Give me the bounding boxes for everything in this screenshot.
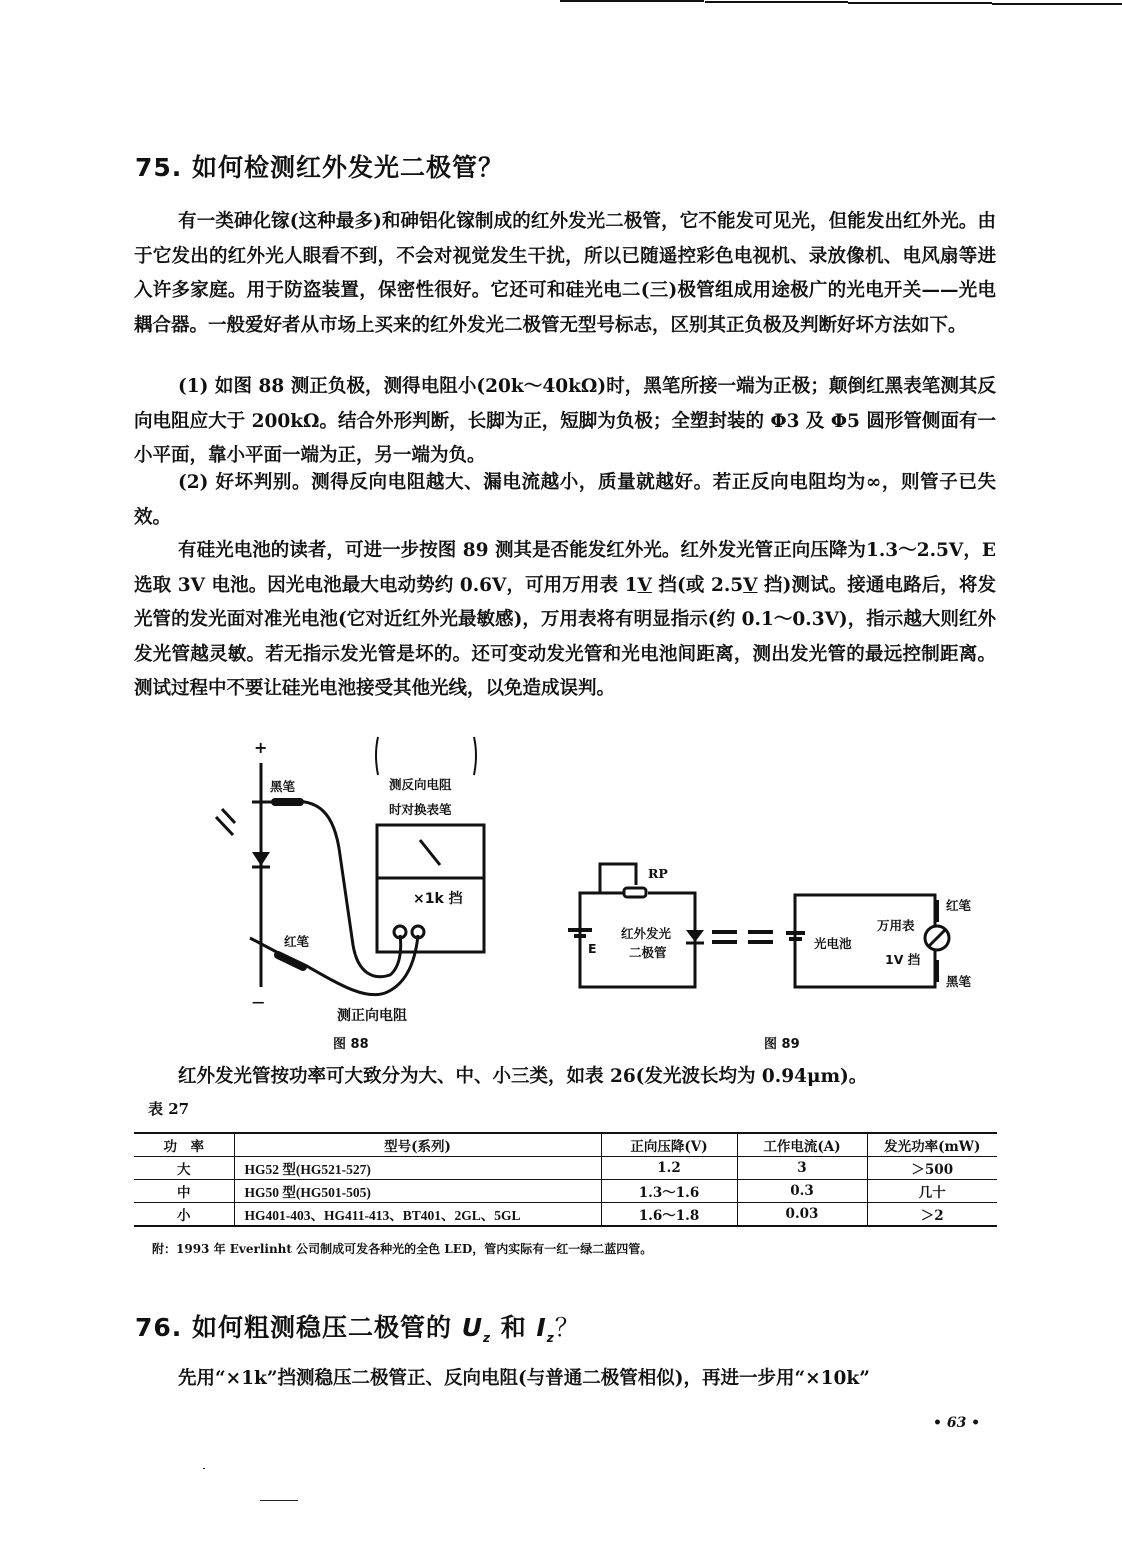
cell-emission-power: 几十 bbox=[867, 1180, 997, 1203]
fig89-meter-range-label: 1V 挡 bbox=[885, 952, 921, 967]
fig88-forward-label: 测正向电阻 bbox=[337, 1008, 407, 1024]
table-27-title: 表 27 bbox=[148, 1100, 190, 1118]
scan-speck bbox=[260, 1500, 298, 1501]
scan-speck bbox=[203, 1468, 205, 1469]
section-76-question-mark: ？ bbox=[554, 1313, 581, 1342]
cell-model: HG52 型(HG521-527) bbox=[234, 1157, 601, 1180]
header-model: 型号(系列) bbox=[234, 1133, 601, 1157]
table-header-row bbox=[134, 1133, 997, 1157]
header-working-current: 工作电流(A) bbox=[737, 1133, 867, 1157]
paragraph-4-text-a: 有硅光电池的读者，可进一步按图 89 测其是否能发红外光。红外发光管正向压降为1.3～2.5V，E 选取 3V 电池。因光电池最大电动势约 0.6V，可用万用表 1 bbox=[134, 540, 996, 596]
fig88-red-probe-label: 红笔 bbox=[284, 934, 310, 949]
red-probe-grip bbox=[278, 955, 303, 967]
fig89-rp-label: RP bbox=[648, 866, 668, 881]
symbol-u: U bbox=[461, 1313, 484, 1342]
cell-working-current: 3 bbox=[737, 1157, 867, 1180]
section-76-first-line bbox=[134, 1362, 996, 1397]
fig89-led-label-2: 二极管 bbox=[629, 945, 667, 960]
diode-symbol-icon bbox=[252, 852, 270, 866]
table-intro-text: 红外发光管按功率可大致分为大、中、小三类，如表 26(发光波长均为 0.94μm)。 bbox=[178, 1066, 868, 1087]
paragraph-3 bbox=[134, 466, 996, 535]
symbol-i: I bbox=[536, 1313, 547, 1342]
black-probe-wire bbox=[280, 801, 401, 976]
rp-resistor bbox=[624, 888, 646, 897]
table-27-note: 附：1993 年 Everlinht 公司制成可发各种光的全色 LED，管内实际有一红一绿二蓝四管。 bbox=[152, 1242, 653, 1256]
paragraph-3-text: (2) 好坏判别。测得反向电阻越大、漏电流越小，质量就越好。若正反向电阻均为∞，则管子已失效。 bbox=[134, 472, 996, 528]
fig88-black-probe-label: 黑笔 bbox=[270, 779, 296, 794]
section-75-heading: 75. 如何检测红外发光二极管？ bbox=[135, 153, 504, 182]
volt-underlined-1: V bbox=[637, 574, 652, 596]
volt-underlined-2: V bbox=[743, 574, 758, 596]
cell-working-current: 0.03 bbox=[737, 1203, 867, 1227]
paragraph-2-text: (1) 如图 88 测正负极，测得电阻小(20k～40kΩ)时，黑笔所接一端为正极；颠倒红黑表笔测其反向电阻应大于 200kΩ。结合外形判断，长脚为正，短脚为负极；全塑封装的 Φ3 及 Φ5 圆形管侧面有一小平面，靠小平面一端为正，另一端为负。 bbox=[134, 376, 996, 466]
header-forward-voltage: 正向压降(V) bbox=[601, 1133, 737, 1157]
scan-edge-line bbox=[705, 1, 848, 3]
cell-working-current: 0.3 bbox=[737, 1180, 867, 1203]
scan-edge-line bbox=[848, 2, 992, 4]
fig89-black-probe-label: 黑笔 bbox=[946, 974, 972, 989]
table-row bbox=[134, 1180, 997, 1203]
section-76-text: 先用“×1k”挡测稳压二极管正、反向电阻(与普通二极管相似)，再进一步用“×10k” bbox=[178, 1368, 870, 1389]
paragraph-4-text-b: 挡(或 2.5 bbox=[651, 574, 744, 596]
paragraph-4-text-c: 挡)测试。接通电路后，将发光管的发光面对准光电池(它对近红外光最敏感)，万用表将有明显指示(约 0.1～0.3V)，指示越大则红外发光管越灵敏。若无指示发光管是坏的。还可变动发光管和光电池间距离，测出发光管的最远控制距离。测试过程中不要让硅光电池接受其他光线，以免造成误判。 bbox=[134, 574, 996, 699]
paragraph-2 bbox=[134, 370, 996, 474]
header-power: 功 率 bbox=[134, 1133, 234, 1157]
table-row bbox=[134, 1157, 997, 1180]
cell-forward-voltage: 1.3～1.6 bbox=[601, 1180, 737, 1203]
fig88-reverse-note-2: 时对换表笔 bbox=[389, 802, 452, 817]
cell-power: 中 bbox=[134, 1180, 234, 1203]
table-27 bbox=[134, 1132, 997, 1227]
figure-88-diagram bbox=[200, 735, 500, 1035]
cell-emission-power: ＞2 bbox=[867, 1203, 997, 1227]
cell-emission-power: ＞500 bbox=[867, 1157, 997, 1180]
cell-forward-voltage: 1.6～1.8 bbox=[601, 1203, 737, 1227]
fig89-red-probe-label: 红笔 bbox=[946, 898, 972, 913]
fig88-minus-sign: — bbox=[252, 994, 265, 1009]
symbol-u-subscript: z bbox=[483, 1331, 491, 1345]
page-number: • 63 • bbox=[933, 1415, 981, 1431]
header-emission-power: 发光功率(mW) bbox=[867, 1133, 997, 1157]
fig88-range-label: ×1k 挡 bbox=[413, 891, 463, 907]
paragraph-1-text: 有一类砷化镓(这种最多)和砷铝化镓制成的红外发光二极管，它不能发可见光，但能发出红外光。由于它发出的红外光人眼看不到，不会对视觉发生干扰，所以已随遥控彩色电视机、录放像机、电风扇等进入许多家庭。用于防盗装置，保密性很好。它还可和硅光电二(三)极管组成用途极广的光电开关——光电耦合器。一般爱好者从市场上买来的红外发光二极管无型号标志，区别其正负极及判断好坏方法如下。 bbox=[134, 211, 996, 336]
cell-model: HG50 型(HG501-505) bbox=[234, 1180, 601, 1203]
note-brackets bbox=[376, 737, 476, 775]
fig89-caption: 图 89 bbox=[764, 1037, 800, 1052]
cell-model: HG401-403、HG411-413、BT401、2GL、5GL bbox=[234, 1203, 601, 1227]
symbol-i-subscript: z bbox=[546, 1331, 555, 1345]
cell-power: 小 bbox=[134, 1203, 234, 1227]
cell-forward-voltage: 1.2 bbox=[601, 1157, 737, 1180]
section-76-title-text: 76. 如何粗测稳压二极管的 bbox=[135, 1313, 462, 1342]
table-row bbox=[134, 1203, 997, 1227]
fig89-led-label-1: 红外发光 bbox=[621, 926, 672, 941]
fig89-battery-label: E bbox=[588, 941, 597, 956]
fig88-reverse-note-1: 测反向电阻 bbox=[389, 777, 452, 792]
paragraph-4 bbox=[134, 534, 996, 707]
fig89-photocell-label: 光电池 bbox=[814, 936, 852, 951]
fig88-plus-sign: + bbox=[254, 738, 268, 757]
paragraph-1 bbox=[134, 205, 996, 343]
meter-needle bbox=[420, 840, 440, 865]
section-76-heading bbox=[135, 1308, 581, 1345]
fig89-meter-label: 万用表 bbox=[877, 918, 915, 933]
scan-edge-line bbox=[992, 3, 1122, 5]
section-76-and: 和 bbox=[491, 1313, 537, 1342]
fig88-caption: 图 88 bbox=[333, 1037, 369, 1052]
table-intro-sentence bbox=[134, 1060, 996, 1095]
ir-led-symbol-icon bbox=[686, 930, 704, 942]
light-ray-2 bbox=[222, 809, 235, 823]
cell-power: 大 bbox=[134, 1157, 234, 1180]
scan-edge-line bbox=[560, 0, 704, 2]
